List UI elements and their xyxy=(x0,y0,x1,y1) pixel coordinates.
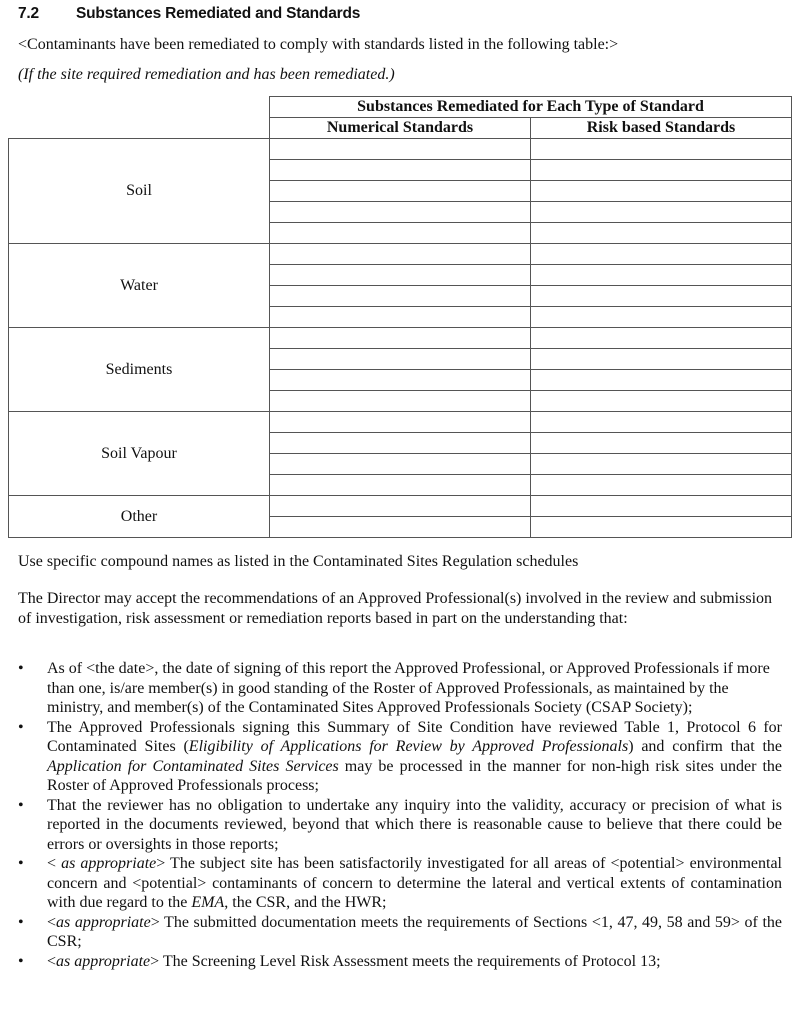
cell-numerical[interactable] xyxy=(270,454,531,475)
table-corner xyxy=(9,97,270,139)
italic-text: EMA xyxy=(191,894,225,911)
text: , the CSR, and the HWR; xyxy=(224,894,387,911)
cell-risk-based[interactable] xyxy=(531,160,792,181)
condition-note: (If the site required remediation and has been remediated.) xyxy=(18,66,395,83)
cell-risk-based[interactable] xyxy=(531,391,792,412)
cell-risk-based[interactable] xyxy=(531,328,792,349)
cell-risk-based[interactable] xyxy=(531,370,792,391)
bullet-icon: • xyxy=(18,913,24,931)
cell-risk-based[interactable] xyxy=(531,433,792,454)
italic-text: as appropriate xyxy=(56,913,151,931)
cell-numerical[interactable] xyxy=(270,307,531,328)
cell-numerical[interactable] xyxy=(270,475,531,496)
cell-numerical[interactable] xyxy=(270,286,531,307)
cell-risk-based[interactable] xyxy=(531,181,792,202)
text: > The submitted documentation meets the requirements of Sections <1, 47, 49, 58 and 59> of the CSR; xyxy=(47,913,783,950)
intro-line: <Contaminants have been remediated to comply with standards listed in the following table:> xyxy=(18,36,619,53)
table-row xyxy=(9,139,792,160)
table-row xyxy=(9,328,792,349)
text: > The Screening Level Risk Assessment meets the requirements of Protocol 13; xyxy=(150,952,661,970)
italic-text: Application for Contaminated Sites Services xyxy=(47,757,339,775)
cell-numerical[interactable] xyxy=(270,391,531,412)
media-label-soil-vapour: Soil Vapour xyxy=(9,412,270,496)
cell-risk-based[interactable] xyxy=(531,244,792,265)
column-header-numerical: Numerical Standards xyxy=(270,118,531,139)
bullet-icon: • xyxy=(18,952,24,970)
italic-text: Eligibility of Applications for Review by Approved Professionals xyxy=(188,738,629,755)
list-item xyxy=(0,952,782,972)
list-item xyxy=(0,796,782,855)
cell-numerical[interactable] xyxy=(270,328,531,349)
text: As of <the date>, the date of signing of this report the Approved Professional, or Approved Professionals if more than one, is/are member(s) in good standing of the Roster of Approved Professionals, as maintained by the ministry, and member(s) of the Contaminated Sites Approved Professionals Society (CSAP Society); xyxy=(47,660,770,716)
media-label-sediments: Sediments xyxy=(9,328,270,412)
italic-text: as appropriate xyxy=(56,952,151,970)
cell-numerical[interactable] xyxy=(270,244,531,265)
bullet-icon: • xyxy=(18,796,24,814)
text: < xyxy=(47,952,57,970)
cell-risk-based[interactable] xyxy=(531,412,792,433)
bullet-icon: • xyxy=(18,855,24,872)
list-item xyxy=(0,913,782,952)
cell-risk-based[interactable] xyxy=(531,496,792,517)
cell-risk-based[interactable] xyxy=(531,202,792,223)
cell-risk-based[interactable] xyxy=(531,139,792,160)
list-item xyxy=(0,854,782,913)
cell-risk-based[interactable] xyxy=(531,475,792,496)
text: > The subject site has been satisfactorily investigated for all areas of <potential> environmental concern and <potential> contaminants of concern to determine the lateral and vertical extents of contamination with due regard to the xyxy=(47,855,783,911)
cell-numerical[interactable] xyxy=(270,223,531,244)
cell-numerical[interactable] xyxy=(270,349,531,370)
understanding-list xyxy=(0,659,782,971)
table-row xyxy=(9,244,792,265)
cell-numerical[interactable] xyxy=(270,517,531,538)
italic-text: as appropriate xyxy=(61,855,157,872)
section-title: Substances Remediated and Standards xyxy=(76,5,361,22)
list-item xyxy=(0,718,782,796)
table-body xyxy=(9,139,792,538)
cell-risk-based[interactable] xyxy=(531,307,792,328)
list-item xyxy=(0,659,782,718)
media-label-soil: Soil xyxy=(9,139,270,244)
table-row xyxy=(9,412,792,433)
cell-risk-based[interactable] xyxy=(531,517,792,538)
cell-numerical[interactable] xyxy=(270,496,531,517)
column-header-risk-based: Risk based Standards xyxy=(531,118,792,139)
cell-numerical[interactable] xyxy=(270,433,531,454)
bullet-icon: • xyxy=(18,660,24,677)
cell-numerical[interactable] xyxy=(270,412,531,433)
text: That the reviewer has no obligation to undertake any inquiry into the validity, accuracy or precision of what is reported in the documents reviewed, beyond that which there is reasonable cause to believe that there could be errors or oversights in those reports; xyxy=(47,796,782,853)
cell-numerical[interactable] xyxy=(270,370,531,391)
table-group-header: Substances Remediated for Each Type of Standard xyxy=(270,97,792,118)
media-label-water: Water xyxy=(9,244,270,328)
table-note: Use specific compound names as listed in the Contaminated Sites Regulation schedules xyxy=(18,553,579,570)
cell-numerical[interactable] xyxy=(270,139,531,160)
cell-risk-based[interactable] xyxy=(531,265,792,286)
text: < xyxy=(47,855,62,872)
director-paragraph: The Director may accept the recommendations of an Approved Professional(s) involved in the review and submission of investigation, risk assessment or remediation reports based in part on the understanding that: xyxy=(18,590,773,627)
cell-numerical[interactable] xyxy=(270,181,531,202)
cell-numerical[interactable] xyxy=(270,265,531,286)
cell-risk-based[interactable] xyxy=(531,286,792,307)
cell-numerical[interactable] xyxy=(270,160,531,181)
section-number: 7.2 xyxy=(18,5,39,22)
substances-table xyxy=(8,96,792,538)
media-label-other: Other xyxy=(9,496,270,538)
table-row xyxy=(9,496,792,517)
cell-risk-based[interactable] xyxy=(531,349,792,370)
bullet-icon: • xyxy=(18,718,24,736)
cell-risk-based[interactable] xyxy=(531,223,792,244)
cell-risk-based[interactable] xyxy=(531,454,792,475)
text: The Approved Professionals signing this Summary of Site Condition have reviewed Table 1, Protocol 6 for Contaminated Sites ( xyxy=(47,718,782,755)
section-heading xyxy=(18,5,360,23)
text: < xyxy=(47,913,57,931)
text: ) and confirm that the xyxy=(628,738,782,755)
cell-numerical[interactable] xyxy=(270,202,531,223)
text: may be processed in the manner for non-high risk sites under the Roster of Approved Professionals process; xyxy=(47,757,782,794)
